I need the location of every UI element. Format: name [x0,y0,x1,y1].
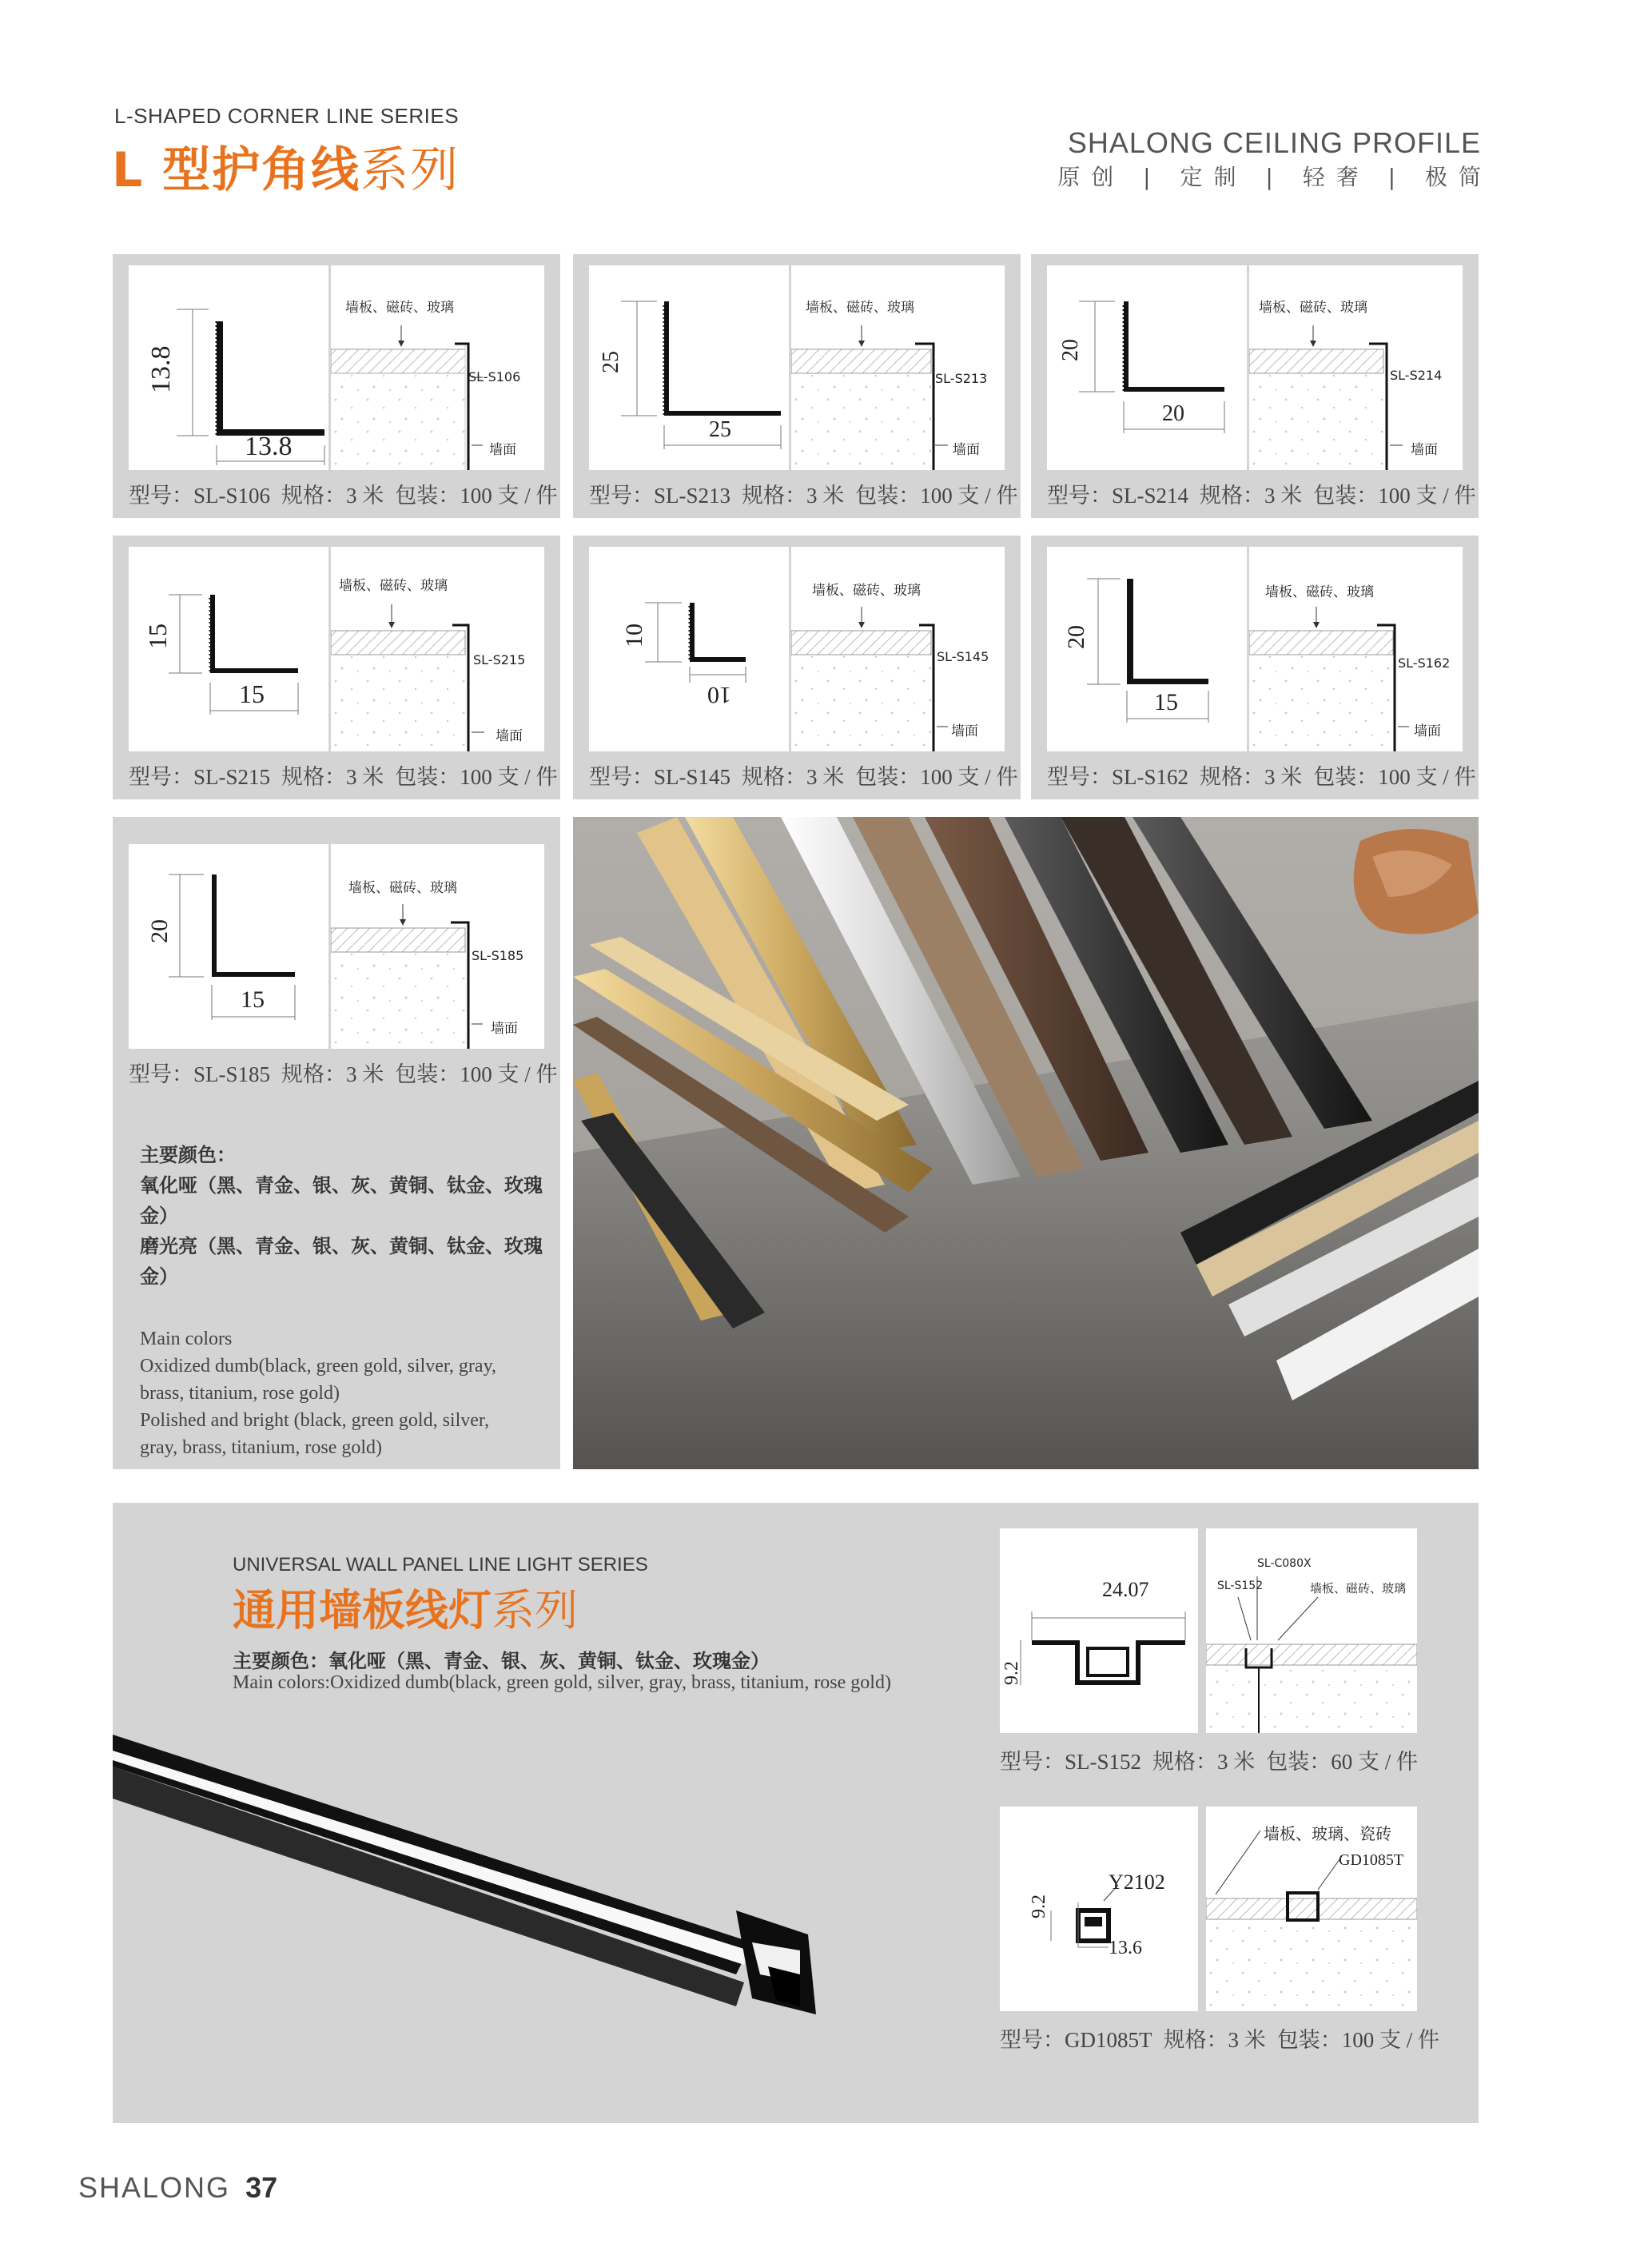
light-profile-drawing [1000,1528,1198,1733]
dimension-width: 20 [1162,401,1184,426]
dimension-width: 13.8 [245,432,293,461]
page-footer [78,2171,277,2205]
spec-line: 型号：SL-S162 规格：3 米 包装：100 支 / 件 [1047,765,1476,789]
spec-line: 型号：SL-S214 规格：3 米 包装：100 支 / 件 [1047,484,1476,508]
dimension-height: 25 [599,351,623,373]
spec-line: 型号：SL-S106 规格：3 米 包装：100 支 / 件 [129,484,558,508]
light-profile-drawing [1000,1807,1198,2011]
profile-drawing [1047,547,1247,751]
model-callout: SL-S145 [937,649,989,664]
line-light-title [233,1576,578,1638]
l-profile-shape [664,301,781,416]
brand-name: SHALONG CEILING PROFILE [1067,126,1481,159]
surface-label: 墙板、磁砖、玻璃 [1265,584,1374,600]
surface-label: 墙板、磁砖、玻璃 [1259,300,1367,316]
series-title [112,132,460,201]
surface-label: 墙板、磁砖、玻璃 [812,583,921,599]
dimension-width: 15 [1154,689,1178,715]
dimension-width: 25 [709,417,731,442]
series-title-main: L 型护角线 [112,142,361,198]
product-card [1031,254,1479,518]
dimension-height: 20 [1058,339,1083,361]
product-card [113,536,560,799]
wall-label: 墙面 [496,728,523,744]
colors-oxidized-en-cont: brass, titanium, rose gold) [140,1383,340,1404]
light-model-callout-a: SL-C080X [1257,1557,1312,1570]
product-card-with-colors [113,817,560,1469]
light-inner-model: Y2102 [1109,1870,1165,1894]
line-light-colors-en: Main colors:Oxidized dumb(black, green gold, silver, gray, brass, titanium, rose gold) [233,1672,891,1693]
model-callout: SL-S185 [472,948,524,963]
model-callout: SL-S106 [468,369,521,384]
dimension-height: 13.8 [146,345,176,393]
light-install-diagram [1206,1807,1417,2011]
colors-title-cn: 主要颜色： [140,1144,236,1166]
dimension-width: 15 [239,679,265,708]
spec-line: 型号：SL-S145 规格：3 米 包装：100 支 / 件 [589,765,1018,789]
brand-tagline: 原创 | 定制 | 轻奢 | 极简 [1057,164,1492,190]
profile-drawing [1047,265,1247,470]
product-photo [573,817,1479,1469]
install-diagram [1249,547,1463,751]
wall-label: 墙面 [1414,723,1441,739]
install-diagram [791,547,1005,751]
line-light-profile-render [113,1711,832,2046]
surface-label: 墙板、磁砖、玻璃 [348,880,457,896]
series-title-suffix: 系列 [360,142,460,198]
l-profile-shape [212,874,295,977]
spec-line: 型号：SL-S185 规格：3 米 包装：100 支 / 件 [129,1062,558,1086]
install-diagram [791,265,1005,470]
model-callout: SL-S213 [935,371,988,386]
surface-label: 墙板、磁砖、玻璃 [339,578,448,594]
line-light-subtitle: UNIVERSAL WALL PANEL LINE LIGHT SERIES [233,1554,648,1576]
wall-label: 墙面 [951,723,978,739]
page-number: 37 [245,2171,278,2204]
colors-oxidized-en: Oxidized dumb(black, green gold, silver, gray, [140,1356,497,1376]
dimension-height: 9.2 [1001,1661,1022,1685]
profile-drawing [589,547,789,751]
rock-object [1354,829,1479,934]
wall-label: 墙面 [491,1021,518,1037]
l-profile-shape [1127,579,1208,684]
surface-label: 墙板、磁砖、玻璃 [345,300,454,316]
profile-drawing [129,844,328,1049]
surface-label: 墙板、磁砖、玻璃 [806,300,914,316]
product-card [113,254,560,518]
colors-title-en: Main colors [140,1329,233,1349]
dimension-height: 20 [146,919,173,943]
colors-oxidized-cn: 氧化哑（黑、青金、银、灰、黄铜、钛金、玫瑰金） [140,1174,543,1227]
light-surface-label: 墙板、磁砖、玻璃 [1310,1581,1407,1596]
wall-label: 墙面 [953,442,980,458]
light-model-callout-b: SL-S152 [1217,1580,1264,1592]
line-light-title-suffix: 系列 [492,1585,578,1635]
light-spec-line: 型号：SL-S152 规格：3 米 包装：60 支 / 件 [1000,1750,1419,1774]
light-model-callout: GD1085T [1339,1851,1404,1869]
l-profile-shape [210,595,298,673]
colors-polished-en: Polished and bright (black, green gold, silver, [140,1410,489,1431]
profile-drawing [589,265,789,470]
product-card [1031,536,1479,799]
model-callout: SL-S214 [1390,368,1443,383]
install-diagram [331,547,544,751]
line-light-title-main: 通用墙板线灯 [233,1585,492,1635]
l-profile-shape [217,321,324,436]
series-subtitle: L-SHAPED CORNER LINE SERIES [114,104,460,128]
install-diagram [331,265,544,470]
main-colors-block [140,1140,547,1461]
footer-brand: SHALONG [78,2171,231,2204]
model-callout: SL-S215 [473,652,526,667]
dimension-height: 20 [1063,625,1089,649]
install-diagram [1249,265,1463,470]
colors-polished-en-cont: gray, brass, titanium, rose gold) [140,1437,383,1458]
spec-line: 型号：SL-S215 规格：3 米 包装：100 支 / 件 [129,765,558,789]
profile-drawing [129,547,328,751]
dimension-height: 15 [143,623,172,649]
l-profile-shape [1124,301,1224,392]
spec-line: 型号：SL-S213 规格：3 米 包装：100 支 / 件 [589,484,1018,508]
light-surface-label: 墙板、玻璃、瓷砖 [1264,1824,1391,1843]
line-light-section [113,1503,1479,2123]
dimension-height: 9.2 [1029,1894,1049,1918]
dimension-width: 24.07 [1102,1578,1149,1601]
model-callout: SL-S162 [1398,655,1451,671]
l-profile-shape [690,603,746,662]
light-install-diagram [1206,1528,1417,1733]
dimension-width: 10 [707,682,731,708]
wall-label: 墙面 [1411,442,1438,458]
profile-drawing [129,265,328,470]
wall-label: 墙面 [489,442,516,458]
colors-polished-cn: 磨光亮（黑、青金、银、灰、黄铜、钛金、玫瑰金） [140,1235,543,1288]
dimension-height: 10 [621,623,647,647]
product-card [573,536,1021,799]
line-light-colors-cn: 主要颜色：氧化哑（黑、青金、银、灰、黄铜、钛金、玫瑰金） [233,1650,770,1672]
dimension-width: 13.6 [1109,1938,1142,1958]
dimension-width: 15 [241,986,265,1013]
light-spec-line: 型号：GD1085T 规格：3 米 包装：100 支 / 件 [1000,2028,1440,2052]
install-diagram [331,844,544,1049]
product-card [573,254,1021,518]
